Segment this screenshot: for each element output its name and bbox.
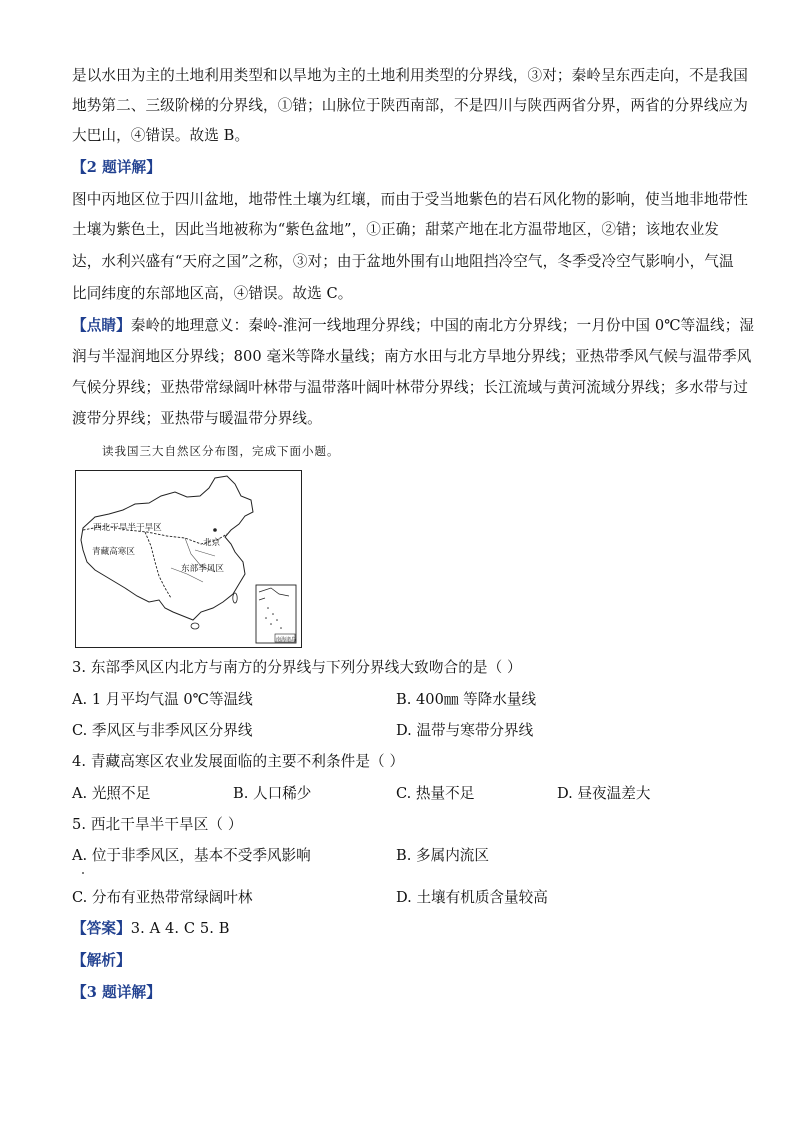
option-a[interactable]: A. 1 月平均气温 0℃等温线	[72, 691, 253, 708]
stray-dot	[82, 872, 84, 874]
option-c[interactable]: C. 分布有亚热带常绿阔叶林	[72, 889, 253, 906]
text-line: 土壤为紫色土，因此当地被称为“紫色盆地”，①正确；甜菜产地在北方温带地区，②错；该地农业发	[72, 221, 719, 238]
section-2-title: 【2 题详解】	[72, 159, 161, 176]
option-d[interactable]: D. 昼夜温差大	[557, 785, 651, 802]
option-c[interactable]: C. 季风区与非季风区分界线	[72, 722, 253, 739]
text-line: 渡带分界线；亚热带与暖温带分界线。	[72, 410, 322, 427]
answer-line	[72, 919, 230, 939]
option-b[interactable]: B. 400㎜ 等降水量线	[396, 691, 537, 708]
question-prompt: 读我国三大自然区分布图，完成下面小题。	[102, 444, 340, 458]
question-stem: 5. 西北干旱半干旱区（ ）	[72, 816, 243, 833]
option-d[interactable]: D. 温带与寒带分界线	[396, 722, 534, 739]
section-3-title: 【3 题详解】	[72, 984, 161, 1001]
answer-label: 【答案】	[72, 920, 131, 937]
text-line: 图中丙地区位于四川盆地，地带性土壤为红壤，而由于受当地紫色的岩石风化物的影响，使当地非地带性	[72, 191, 748, 208]
inset-label: 南海诸岛	[276, 637, 297, 643]
option-c[interactable]: C. 热量不足	[396, 785, 475, 802]
question-stem: 4. 青藏高寒区农业发展面临的主要不利条件是（ ）	[72, 753, 405, 770]
text-line: 地势第二、三级阶梯的分界线，①错；山脉位于陕西南部，不是四川与陕西两省分界，两省的分界线应为	[72, 97, 748, 114]
option-b[interactable]: B. 人口稀少	[233, 785, 312, 802]
question-stem: 3. 东部季风区内北方与南方的分界线与下列分界线大致吻合的是（ ）	[72, 659, 522, 676]
answer-text: 3. A 4. C 5. B	[130, 920, 230, 937]
option-b[interactable]: B. 多属内流区	[396, 847, 489, 864]
text-line: 大巴山，④错误。故选 B。	[72, 127, 250, 144]
label-qingzang: 青藏高寒区	[92, 547, 135, 557]
label-northwest: 西北干旱半干旱区	[93, 523, 162, 533]
text-line	[72, 316, 754, 336]
china-natural-regions-map	[75, 470, 302, 648]
option-a[interactable]: A. 光照不足	[72, 785, 151, 802]
text-line: 是以水田为主的土地利用类型和以旱地为主的土地利用类型的分界线，③对；秦岭呈东西走向，不是我国	[72, 67, 748, 84]
dianjing-label: 【点睛】	[72, 317, 131, 334]
analysis-label: 【解析】	[72, 952, 131, 969]
text-line: 润与半湿润地区分界线；800 毫米等降水量线；南方水田与北方旱地分界线；亚热带季风气候与温带季风	[72, 348, 752, 365]
beijing-marker	[213, 528, 217, 532]
text-line: 比同纬度的东部地区高，④错误。故选 C。	[72, 285, 353, 302]
text-line: 气候分界线；亚热带常绿阔叶林带与温带落叶阔叶林带分界线；长江流域与黄河流域分界线；多水带与过	[72, 379, 748, 396]
label-beijing: 北京	[203, 538, 221, 548]
option-a[interactable]: A. 位于非季风区，基本不受季风影响	[72, 847, 311, 864]
label-east: 东部季风区	[181, 564, 224, 574]
text-line: 达，水利兴盛有“天府之国”之称，③对；由于盆地外围有山地阻挡冷空气，冬季受冷空气影响小，气温	[72, 253, 734, 270]
option-d[interactable]: D. 土壤有机质含量较高	[396, 889, 548, 906]
dianjing-text: 秦岭的地理意义：秦岭-淮河一线地理分界线；中国的南北方分界线；一月份中国 0℃等温线；湿	[130, 317, 755, 334]
